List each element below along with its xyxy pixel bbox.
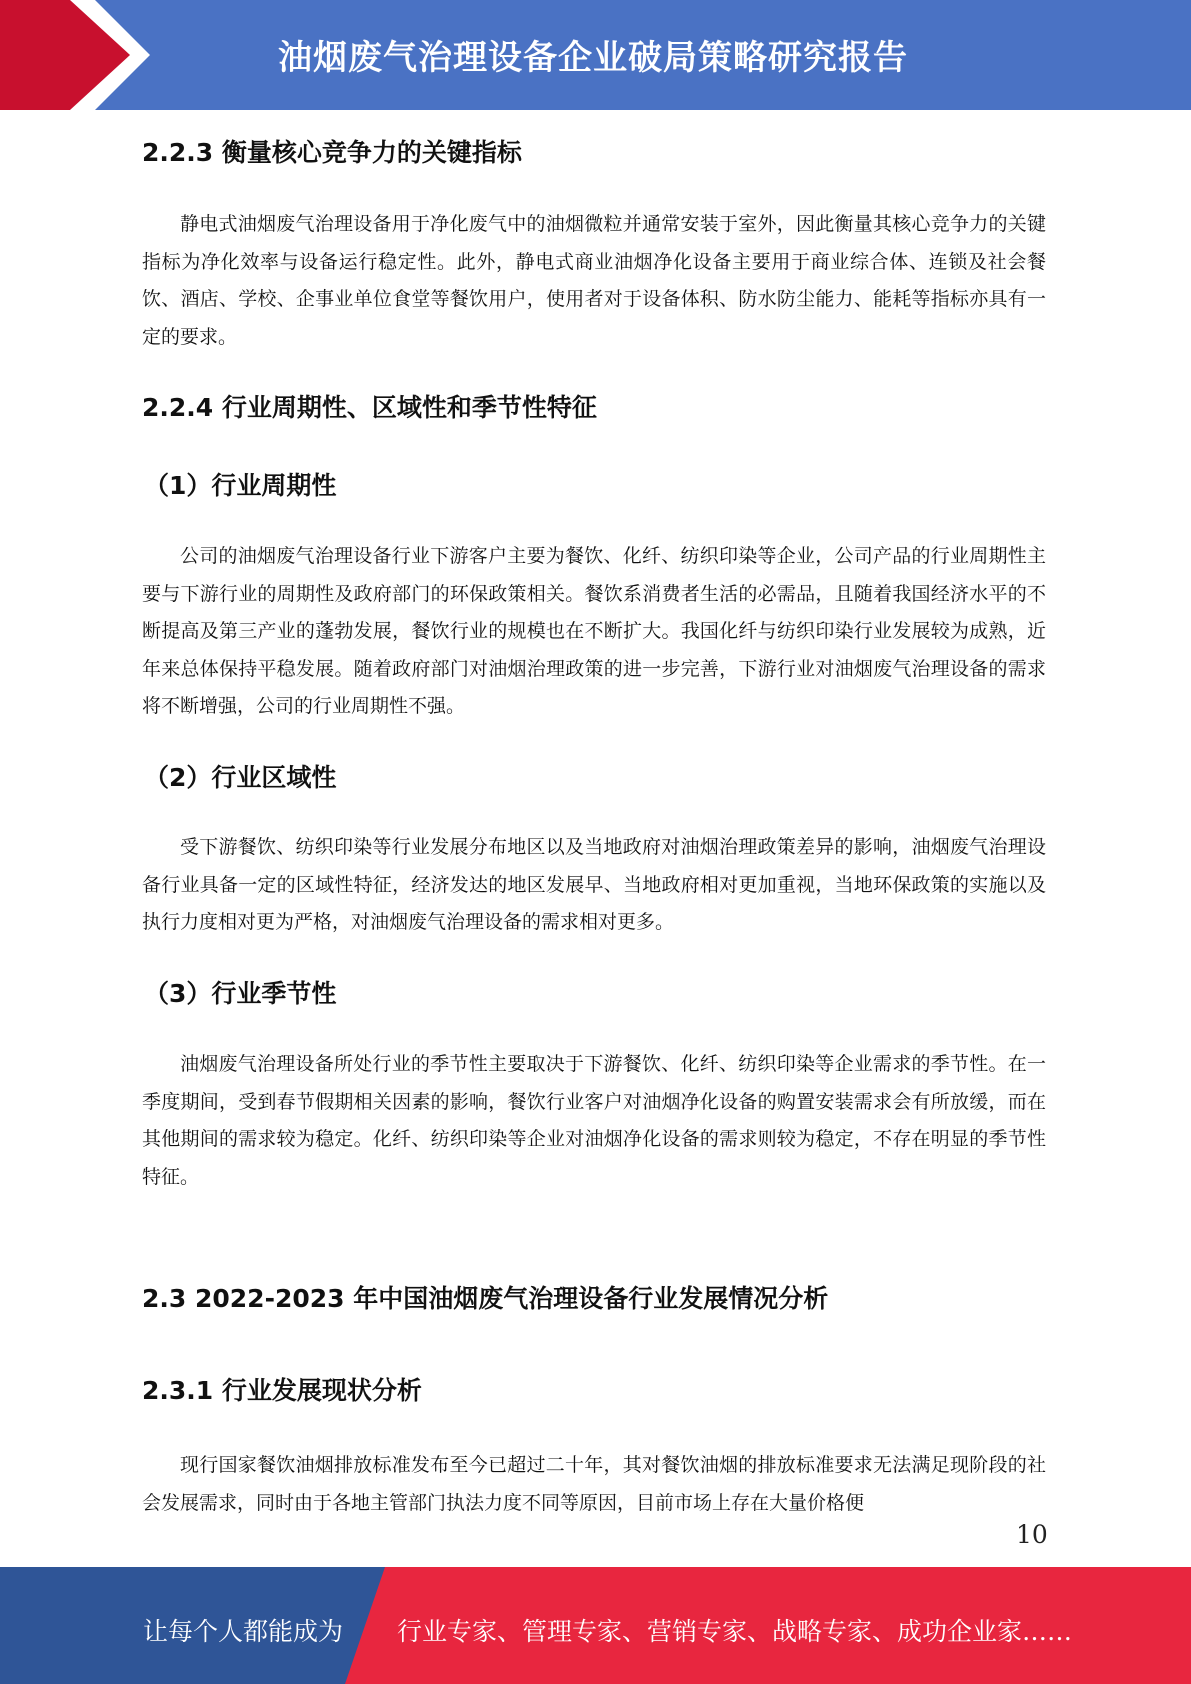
subsection-heading-seasonality: （3）行业季节性 xyxy=(144,979,337,1008)
section-heading-2-2-4: 2.2.4 行业周期性、区域性和季节性特征 xyxy=(142,393,597,422)
section-heading-2-3-1: 2.3.1 行业发展现状分析 xyxy=(142,1376,422,1405)
section-2-3-1-paragraph: 现行国家餐饮油烟排放标准发布至今已超过二十年，其对餐饮油烟的排放标准要求无法满足现阶段的社会发展需求，同时由于各地主管部门执法力度不同等原因，目前市场上存在大量价格便 xyxy=(142,1454,1046,1514)
regionality-paragraph: 受下游餐饮、纺织印染等行业发展分布地区以及当地政府对油烟治理政策差异的影响，油烟废气治理设备行业具备一定的区域性特征，经济发达的地区发展早、当地政府相对更加重视，当地环保政策的实施以及执行力度相对更为严格，对油烟废气治理设备的需求相对更多。 xyxy=(142,836,1046,933)
section-2-2-3-paragraph: 静电式油烟废气治理设备用于净化废气中的油烟微粒并通常安装于室外，因此衡量其核心竞争力的关键指标为净化效率与设备运行稳定性。此外，静电式商业油烟净化设备主要用于商业综合体、连锁及社会餐饮、酒店、学校、企事业单位食堂等餐饮用户，使用者对于设备体积、防水防尘能力、能耗等指标亦具有一定的要求。 xyxy=(142,213,1046,348)
subsection-heading-cyclicality: （1）行业周期性 xyxy=(144,471,337,500)
footer-slogan-right: 行业专家、管理专家、营销专家、战略专家、成功企业家…… xyxy=(397,1617,1073,1646)
page-header xyxy=(0,0,1191,110)
section-heading-2-3: 2.3 2022-2023 年中国油烟废气治理设备行业发展情况分析 xyxy=(142,1284,829,1313)
page-number: 10 xyxy=(1016,1520,1048,1549)
report-title: 油烟废气治理设备企业破局策略研究报告 xyxy=(278,38,908,78)
footer-slogan-left: 让每个人都能成为 xyxy=(143,1617,344,1646)
cyclicality-paragraph: 公司的油烟废气治理设备行业下游客户主要为餐饮、化纤、纺织印染等企业，公司产品的行业周期性主要与下游行业的周期性及政府部门的环保政策相关。餐饮系消费者生活的必需品，且随着我国经济水平的不断提高及第三产业的蓬勃发展，餐饮行业的规模也在不断扩大。我国化纤与纺织印染行业发展较为成熟，近年来总体保持平稳发展。随着政府部门对油烟治理政策的进一步完善，下游行业对油烟废气治理设备的需求将不断增强，公司的行业周期性不强。 xyxy=(142,545,1046,717)
section-heading-2-2-3: 2.2.3 衡量核心竞争力的关键指标 xyxy=(142,138,522,167)
seasonality-paragraph: 油烟废气治理设备所处行业的季节性主要取决于下游餐饮、化纤、纺织印染等企业需求的季节性。在一季度期间，受到春节假期相关因素的影响，餐饮行业客户对油烟净化设备的购置安装需求会有所放缓，而在其他期间的需求较为稳定。化纤、纺织印染等企业对油烟净化设备的需求则较为稳定，不存在明显的季节性特征。 xyxy=(142,1053,1046,1188)
subsection-heading-regionality: （2）行业区域性 xyxy=(144,763,337,792)
